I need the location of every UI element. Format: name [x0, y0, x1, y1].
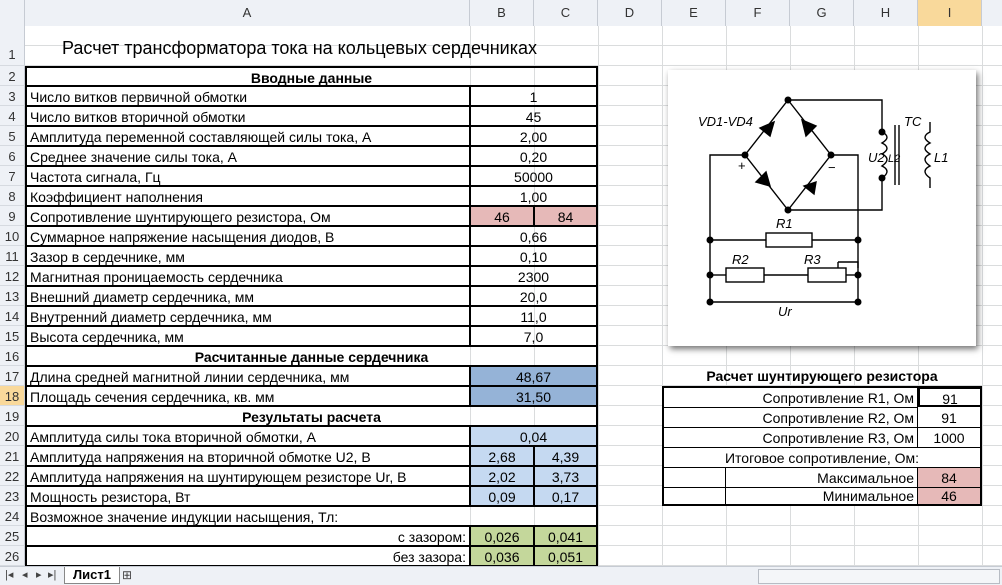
r3-label[interactable]: Сопротивление R3, Ом: [664, 428, 918, 448]
inputs-value[interactable]: 0,10: [470, 246, 598, 266]
results-value-c[interactable]: 0,17: [534, 486, 598, 506]
row-header-5[interactable]: 5: [0, 126, 25, 146]
column-header-F[interactable]: F: [726, 0, 790, 26]
inputs-value-c[interactable]: 84: [534, 206, 598, 226]
label-vd: VD1-VD4: [698, 114, 753, 129]
inputs-label[interactable]: Амплитуда переменной составляющей силы тока, А: [25, 126, 470, 146]
svg-text:R3: R3: [804, 252, 821, 267]
svg-text:TC: TC: [904, 114, 922, 129]
inputs-label[interactable]: Высота сердечника, мм: [25, 326, 470, 346]
sheet-tab-1[interactable]: Лист1: [64, 567, 120, 584]
inputs-value[interactable]: 50000: [470, 166, 598, 186]
max-label[interactable]: Максимальное: [726, 468, 918, 488]
column-header-H[interactable]: H: [854, 0, 918, 26]
inputs-value[interactable]: 2300: [470, 266, 598, 286]
no-gap-label[interactable]: без зазора:: [25, 546, 470, 566]
row-header-8[interactable]: 8: [0, 186, 25, 206]
inputs-label[interactable]: Внутренний диаметр сердечника, мм: [25, 306, 470, 326]
results-label[interactable]: Амплитуда напряжения на вторичной обмотке U2, В: [25, 446, 470, 466]
row-header-22[interactable]: 22: [0, 466, 25, 486]
row-header-16[interactable]: 16: [0, 346, 25, 366]
column-header-B[interactable]: B: [470, 0, 534, 26]
first-sheet-icon[interactable]: |◂: [5, 569, 14, 581]
row-header-14[interactable]: 14: [0, 306, 25, 326]
svg-text:R2: R2: [732, 252, 749, 267]
inputs-label[interactable]: Суммарное напряжение насыщения диодов, В: [25, 226, 470, 246]
svg-text:L2: L2: [888, 153, 901, 165]
inputs-label[interactable]: Среднее значение силы тока, А: [25, 146, 470, 166]
inputs-value[interactable]: 1: [470, 86, 598, 106]
row-header-2[interactable]: 2: [0, 66, 25, 86]
row-header-3[interactable]: 3: [0, 86, 25, 106]
last-sheet-icon[interactable]: ▸|: [48, 569, 57, 581]
column-header-G[interactable]: G: [790, 0, 854, 26]
horizontal-scrollbar[interactable]: [758, 569, 1000, 584]
inputs-label[interactable]: Частота сигнала, Гц: [25, 166, 470, 186]
sheet-tab-bar: [0, 566, 1002, 585]
results-label[interactable]: Амплитуда силы тока вторичной обмотки, А: [25, 426, 470, 446]
row-header-17[interactable]: 17: [0, 366, 25, 386]
prev-sheet-icon[interactable]: ◂: [22, 569, 28, 581]
svg-text:R1: R1: [776, 216, 793, 231]
row-header-6[interactable]: 6: [0, 146, 25, 166]
core-value[interactable]: 48,67: [470, 366, 598, 386]
row-header-20[interactable]: 20: [0, 426, 25, 446]
column-header-I[interactable]: I: [918, 0, 982, 26]
with-gap-label[interactable]: с зазором:: [25, 526, 470, 546]
inputs-value[interactable]: 7,0: [470, 326, 598, 346]
no-gap-c[interactable]: 0,051: [534, 546, 598, 566]
row-header-4[interactable]: 4: [0, 106, 25, 126]
with-gap-b[interactable]: 0,026: [470, 526, 534, 546]
core-label[interactable]: Площадь сечения сердечника, кв. мм: [25, 386, 470, 406]
column-header-bar: [0, 0, 1002, 27]
induction-label[interactable]: Возможное значение индукции насыщения, Тл:: [25, 506, 598, 526]
row-header-25[interactable]: 25: [0, 526, 25, 546]
row-header-23[interactable]: 23: [0, 486, 25, 506]
inputs-label[interactable]: Число витков первичной обмотки: [25, 86, 470, 106]
inputs-label[interactable]: Сопротивление шунтирующего резистора, Ом: [25, 206, 470, 226]
svg-text:U2: U2: [868, 150, 885, 165]
results-value-b[interactable]: 2,68: [470, 446, 534, 466]
svg-text:−: −: [828, 160, 836, 175]
row-header-19[interactable]: 19: [0, 406, 25, 426]
sheet-title: Расчет трансформатора тока на кольцевых сердечниках: [62, 38, 538, 58]
row-header-11[interactable]: 11: [0, 246, 25, 266]
input-header[interactable]: Вводные данные: [25, 66, 598, 86]
results-label[interactable]: Амплитуда напряжения на шунтирующем резисторе Ur, В: [25, 466, 470, 486]
core-value[interactable]: 31,50: [470, 386, 598, 406]
new-sheet-icon[interactable]: ⊞: [122, 568, 133, 582]
results-value-b[interactable]: 2,02: [470, 466, 534, 486]
inputs-value[interactable]: 45: [470, 106, 598, 126]
r3-input[interactable]: 1000: [918, 428, 980, 448]
results-value-b[interactable]: 0,09: [470, 486, 534, 506]
svg-text:+: +: [738, 158, 746, 173]
row-header-12[interactable]: 12: [0, 266, 25, 286]
core-label[interactable]: Длина средней магнитной линии сердечника, мм: [25, 366, 470, 386]
inputs-value[interactable]: 11,0: [470, 306, 598, 326]
results-value[interactable]: 0,04: [470, 426, 598, 446]
with-gap-c[interactable]: 0,041: [534, 526, 598, 546]
inputs-value-b[interactable]: 46: [470, 206, 534, 226]
results-label[interactable]: Мощность резистора, Вт: [25, 486, 470, 506]
row-header-18[interactable]: 18: [0, 386, 25, 406]
max-value[interactable]: 84: [918, 468, 980, 488]
inputs-value[interactable]: 20,0: [470, 286, 598, 306]
row-header-9[interactable]: 9: [0, 206, 25, 226]
svg-text:Ur: Ur: [778, 304, 792, 319]
inputs-label[interactable]: Магнитная проницаемость сердечника: [25, 266, 470, 286]
row-header-10[interactable]: 10: [0, 226, 25, 246]
inputs-label[interactable]: Коэффициент наполнения: [25, 186, 470, 206]
no-gap-b[interactable]: 0,036: [470, 546, 534, 566]
row-header-21[interactable]: 21: [0, 446, 25, 466]
total-label[interactable]: Итоговое сопротивление, Ом:: [664, 448, 980, 468]
circuit-diagram[interactable]: [668, 70, 976, 346]
column-header-E[interactable]: E: [662, 0, 726, 26]
shunt-header[interactable]: Расчет шунтирующего резистора: [706, 368, 938, 384]
results-value-c[interactable]: 3,73: [534, 466, 598, 486]
inputs-label[interactable]: Внешний диаметр сердечника, мм: [25, 286, 470, 306]
results-value-c[interactable]: 4,39: [534, 446, 598, 466]
results-header[interactable]: Результаты расчета: [25, 406, 598, 426]
row-header-7[interactable]: 7: [0, 166, 25, 186]
inputs-value[interactable]: 0,20: [470, 146, 598, 166]
inputs-label[interactable]: Число витков вторичной обмотки: [25, 106, 470, 126]
inputs-value[interactable]: 2,00: [470, 126, 598, 146]
column-header-D[interactable]: D: [598, 0, 662, 26]
row-header-13[interactable]: 13: [0, 286, 25, 306]
r2-input[interactable]: 91: [918, 408, 980, 428]
row-header-26[interactable]: 26: [0, 546, 25, 566]
r1-label[interactable]: Сопротивление R1, Ом: [664, 388, 918, 408]
min-label[interactable]: Минимальное: [726, 488, 918, 504]
column-header-C[interactable]: C: [534, 0, 598, 26]
inputs-label[interactable]: Зазор в сердечнике, мм: [25, 246, 470, 266]
svg-text:L1: L1: [934, 150, 949, 165]
r1-input[interactable]: 91: [918, 387, 982, 407]
core-header[interactable]: Расчитанные данные сердечника: [25, 346, 598, 366]
next-sheet-icon[interactable]: ▸: [36, 569, 42, 581]
row-header-1[interactable]: 1: [0, 26, 25, 66]
column-header-A[interactable]: A: [25, 0, 470, 26]
inputs-value[interactable]: 1,00: [470, 186, 598, 206]
row-header-15[interactable]: 15: [0, 326, 25, 346]
min-value[interactable]: 46: [918, 488, 980, 504]
select-all-corner[interactable]: [0, 0, 25, 26]
inputs-value[interactable]: 0,66: [470, 226, 598, 246]
row-header-24[interactable]: 24: [0, 506, 25, 526]
r2-label[interactable]: Сопротивление R2, Ом: [664, 408, 918, 428]
